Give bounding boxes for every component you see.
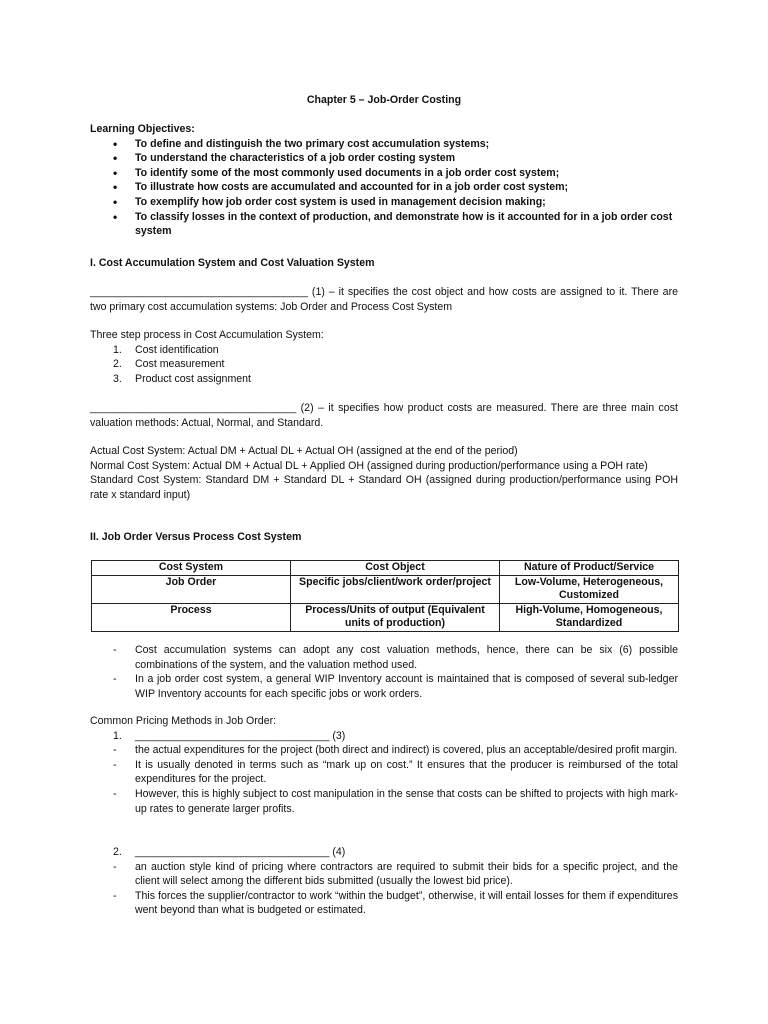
objectives-list	[90, 137, 678, 239]
system-notes	[90, 643, 678, 701]
objective-item: • To exemplify how job order cost system is used in management decision making;	[90, 195, 678, 210]
table-row	[92, 603, 679, 631]
cost-accumulation-paragraph: _____________________________________ (1) – it specifies the cost object and how costs are assigned to it. There are two primary cost accumulation systems: Job Order and Process Cost System	[90, 286, 678, 313]
section-1-heading: I. Cost Accumulation System and Cost Valuation System	[90, 257, 375, 269]
list-item	[90, 357, 678, 372]
list-item	[90, 372, 678, 387]
objective-item: • To identify some of the most commonly used documents in a job order cost system;	[90, 166, 678, 181]
table-cell: High-Volume, Homogeneous, Standardized	[500, 603, 679, 631]
table-cell: Process	[92, 603, 291, 631]
column-header: Nature of Product/Service	[500, 561, 679, 576]
learning-objectives	[90, 122, 678, 239]
table-row	[92, 575, 679, 603]
table-cell: Low-Volume, Heterogeneous, Customized	[500, 575, 679, 603]
pricing-methods	[90, 714, 678, 816]
objective-item: • To define and distinguish the two primary cost accumulation systems;	[90, 137, 678, 152]
steps-list	[90, 343, 678, 387]
method-1-blank: _________________________________ (3)	[135, 729, 346, 742]
standard-cost-line: Standard Cost System: Standard DM + Standard DL + Standard OH (assigned during production/performance using POH rate x standard input)	[90, 474, 678, 501]
item-number: 1.	[113, 729, 122, 742]
actual-cost-line: Actual Cost System: Actual DM + Actual DL + Actual OH (assigned at the end of the period)	[90, 445, 518, 457]
item-text: Product cost assignment	[135, 372, 251, 385]
section-2-heading: II. Job Order Versus Process Cost System	[90, 531, 302, 543]
pricing-method-2	[90, 845, 678, 918]
valuation-methods	[90, 444, 678, 502]
three-step-label: Three step process in Cost Accumulation System:	[90, 329, 324, 341]
method-2	[90, 845, 678, 860]
list-item	[90, 343, 678, 358]
method-2-point: - This forces the supplier/contractor to work “within the budget”, otherwise, it will entail losses for them if expenditures went beyond than what is budgeted or estimated.	[90, 889, 678, 918]
normal-cost-line: Normal Cost System: Actual DM + Actual DL + Applied OH (assigned during production/performance using a POH rate)	[90, 459, 648, 472]
objective-item: • To classify losses in the context of production, and demonstrate how is it accounted for in a job order cost system	[90, 210, 678, 239]
method-2-blank: _________________________________ (4)	[135, 846, 346, 858]
method-1	[90, 729, 678, 744]
cost-valuation-paragraph: ___________________________________ (2) – it specifies how product costs are measured. There are three main cost valuation methods: Actual, Normal, and Standard.	[90, 402, 678, 429]
item-number: 2.	[113, 358, 122, 371]
objectives-heading: Learning Objectives:	[90, 123, 195, 135]
table-cell: Job Order	[92, 575, 291, 603]
note-item: - In a job order cost system, a general WIP Inventory account is maintained that is composed of several sub-ledger WIP Inventory accounts for each specific jobs or work orders.	[90, 672, 678, 701]
pricing-heading: Common Pricing Methods in Job Order:	[90, 715, 277, 727]
item-number: 3.	[113, 372, 122, 385]
table-cell: Specific jobs/client/work order/project	[291, 575, 500, 603]
item-number: 1.	[113, 343, 122, 356]
method-1-point: - the actual expenditures for the project (both direct and indirect) is covered, plus an acceptable/desired profit margin.	[90, 743, 678, 758]
note-item: - Cost accumulation systems can adopt any cost valuation methods, hence, there can be six (6) possible combinations of the system, and the valuation method used.	[90, 643, 678, 672]
item-number: 2.	[113, 846, 122, 858]
objective-item: • To understand the characteristics of a job order costing system	[90, 151, 678, 166]
item-text: Cost identification	[135, 343, 219, 356]
item-text: Cost measurement	[135, 358, 225, 371]
column-header: Cost System	[92, 561, 291, 576]
page-title: Chapter 5 – Job-Order Costing	[306, 94, 462, 106]
three-step-process	[90, 328, 678, 386]
table-cell: Process/Units of output (Equivalent units of production)	[291, 603, 500, 631]
method-2-point: - an auction style kind of pricing where contractors are required to submit their bids for a specific project, and the client will select among the different bids submitted (usually the lowest bid price).	[90, 860, 678, 889]
comparison-table	[91, 560, 679, 632]
method-1-point: - However, this is highly subject to cost manipulation in the sense that costs can be shifted to projects with high mark-up rates to generate larger profits.	[90, 787, 678, 816]
table-header-row	[92, 561, 679, 576]
column-header: Cost Object	[291, 561, 500, 576]
objective-item: • To illustrate how costs are accumulated and accounted for in a job order cost system;	[90, 180, 678, 195]
method-1-point: - It is usually denoted in terms such as “mark up on cost.” It ensures that the producer is reimbursed of the total expenditures for the project.	[90, 758, 678, 787]
